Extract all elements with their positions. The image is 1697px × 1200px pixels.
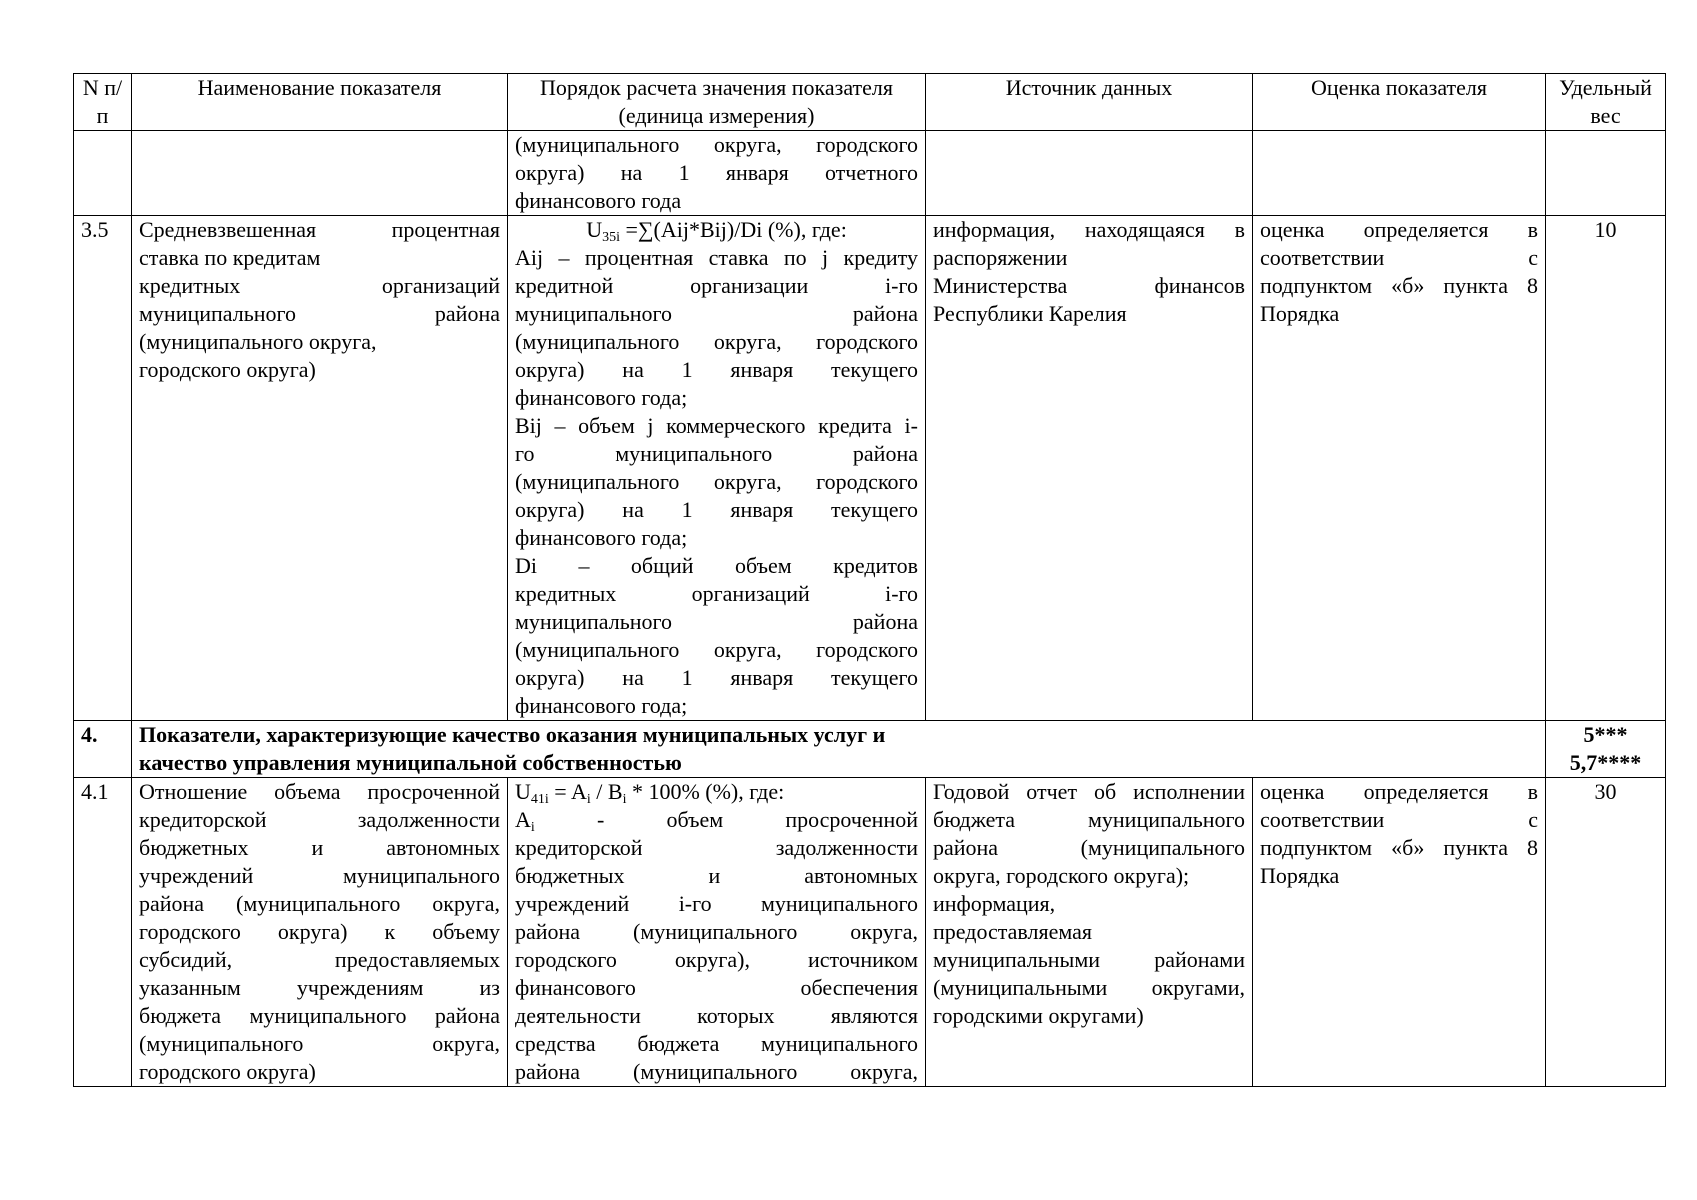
formula: $U_{35i} =\sum(Aij*Bij)/Di$ (%), где: xyxy=(586,217,847,245)
text-line: округа, городского округа); xyxy=(933,863,1190,888)
text-line: (муниципального округа, городского xyxy=(515,637,918,662)
text-line: (муниципального округа, городского xyxy=(515,469,918,494)
cell-name xyxy=(132,131,508,216)
text-line: Порядка xyxy=(1260,301,1340,326)
text-line: финансового года; xyxy=(515,525,688,550)
text-line: кредиторской задолженности xyxy=(139,807,500,832)
cell-eval xyxy=(1253,131,1546,216)
header-name: Наименование показателя xyxy=(132,74,508,131)
text-line: распоряжении xyxy=(933,245,1068,270)
text-line: субсидий, предоставляемых xyxy=(139,947,500,972)
text-line: подпунктом «б» пункта 8 xyxy=(1260,273,1538,298)
header-eval: Оценка показателя xyxy=(1253,74,1546,131)
cell-name xyxy=(132,778,508,1087)
cell-eval xyxy=(1253,216,1546,721)
text-line: учреждений i-го муниципального xyxy=(515,891,918,916)
text-line: района (муниципального округа, xyxy=(139,891,500,916)
text-line: Республики Карелия xyxy=(933,301,1127,326)
text-line: соответствии с xyxy=(1260,245,1538,270)
text-line: бюджета муниципального района xyxy=(139,1003,500,1028)
text-line: информация, находящаяся в xyxy=(933,217,1245,242)
text-line: района (муниципального округа, xyxy=(515,1059,918,1084)
cell-n: 4.1 xyxy=(74,778,132,1087)
text-line: Bij – объем j коммерческого кредита i- xyxy=(515,413,918,438)
header-n: N п/п xyxy=(74,74,132,131)
header-calc: Порядок расчета значения показателя (единица измерения) xyxy=(508,74,926,131)
cell-n: 4. xyxy=(74,721,132,778)
text-line: округа) на 1 января текущего xyxy=(515,665,918,690)
text-line: финансового года; xyxy=(515,385,688,410)
text-line: финансового обеспечения xyxy=(515,975,918,1000)
text-line: 5*** xyxy=(1583,722,1628,747)
text-line: (муниципального округа, городского xyxy=(515,329,918,354)
text-line: Средневзвешенная процентная xyxy=(139,217,500,242)
cell-n xyxy=(74,131,132,216)
text-line: Aij – процентная ставка по j кредиту xyxy=(515,245,918,270)
cell-source xyxy=(926,131,1253,216)
text-line: финансового года; xyxy=(515,693,688,718)
text-line: городского округа) xyxy=(139,357,316,382)
cell-weight xyxy=(1546,721,1666,778)
text-line: Годовой отчет об исполнении xyxy=(933,779,1245,804)
text-line: бюджетных и автономных xyxy=(515,863,918,888)
text-line: муниципального района xyxy=(515,609,918,634)
text-line: Di – общий объем кредитов xyxy=(515,553,918,578)
text-line: городского округа), источником xyxy=(515,947,918,972)
text-line: кредитной организации i-го xyxy=(515,273,918,298)
text-line: Показатели, характеризующие качество оказания муниципальных услуг и xyxy=(139,722,886,747)
text-line: 5,7**** xyxy=(1569,750,1642,775)
cell-name xyxy=(132,216,508,721)
cell-n: 3.5 xyxy=(74,216,132,721)
text-line: городского округа) xyxy=(139,1059,316,1084)
cell-weight: 10 xyxy=(1546,216,1666,721)
text-line: учреждений муниципального xyxy=(139,863,500,888)
text-line: округа) на 1 января текущего xyxy=(515,497,918,522)
cell-source xyxy=(926,216,1253,721)
text-line: кредитных организаций i-го xyxy=(515,581,918,606)
text-line: $A_i$ - объем просроченной xyxy=(515,807,918,835)
header-weight: Удельный вес xyxy=(1546,74,1666,131)
text-line: района (муниципального xyxy=(933,835,1245,860)
text-line: средства бюджета муниципального xyxy=(515,1031,918,1056)
indicators-table xyxy=(73,73,1666,1087)
text-line: (муниципального округа, городского xyxy=(515,132,918,157)
text-line: Порядка xyxy=(1260,863,1340,888)
text-line: бюджета муниципального xyxy=(933,807,1245,832)
text-line: района (муниципального округа, xyxy=(515,919,918,944)
text-line: финансового года xyxy=(515,188,682,213)
text-line: Отношение объема просроченной xyxy=(139,779,500,804)
text-line: соответствии с xyxy=(1260,807,1538,832)
text-line: деятельности которых являются xyxy=(515,1003,918,1028)
text-line: (муниципального округа, xyxy=(139,1031,500,1056)
cell-eval xyxy=(1253,778,1546,1087)
text-line: муниципальными районами xyxy=(933,947,1245,972)
cell-calc xyxy=(508,216,926,721)
text-line: кредиторской задолженности xyxy=(515,835,918,860)
text-line: качество управления муниципальной собственностью xyxy=(139,750,682,775)
text-line: го муниципального района xyxy=(515,441,918,466)
text-line: Министерства финансов xyxy=(933,273,1245,298)
cell-calc xyxy=(508,131,926,216)
text-line: предоставляемая xyxy=(933,919,1093,944)
table-header-row xyxy=(74,74,1666,131)
table-row-section-4 xyxy=(74,721,1666,778)
text-line: округа) на 1 января отчетного xyxy=(515,160,918,185)
header-source: Источник данных xyxy=(926,74,1253,131)
table-row-continuation xyxy=(74,131,1666,216)
text-line: подпунктом «б» пункта 8 xyxy=(1260,835,1538,860)
text-line: ставка по кредитам xyxy=(139,245,321,270)
cell-calc xyxy=(508,778,926,1087)
text-line: (муниципального округа, xyxy=(139,329,377,354)
table-row-4-1 xyxy=(74,778,1666,1087)
table-row-3-5 xyxy=(74,216,1666,721)
text-line: информация, xyxy=(933,891,1056,916)
text-line: оценка определяется в xyxy=(1260,217,1538,242)
text-line: муниципального района xyxy=(139,301,500,326)
formula: $U_{41i} = A_i / B_i * 100\%$ (%), где: xyxy=(515,779,785,807)
text-line: указанным учреждениям из xyxy=(139,975,500,1000)
text-line: муниципального района xyxy=(515,301,918,326)
text-line: (муниципальными округами, xyxy=(933,975,1245,1000)
text-line: городскими округами) xyxy=(933,1003,1144,1028)
text-line: бюджетных и автономных xyxy=(139,835,500,860)
text-line: городского округа) к объему xyxy=(139,919,500,944)
cell-source xyxy=(926,778,1253,1087)
document-page xyxy=(73,73,1665,1087)
section-title xyxy=(132,721,1546,778)
cell-weight xyxy=(1546,131,1666,216)
text-line: кредитных организаций xyxy=(139,273,500,298)
text-line: оценка определяется в xyxy=(1260,779,1538,804)
cell-weight: 30 xyxy=(1546,778,1666,1087)
text-line: округа) на 1 января текущего xyxy=(515,357,918,382)
